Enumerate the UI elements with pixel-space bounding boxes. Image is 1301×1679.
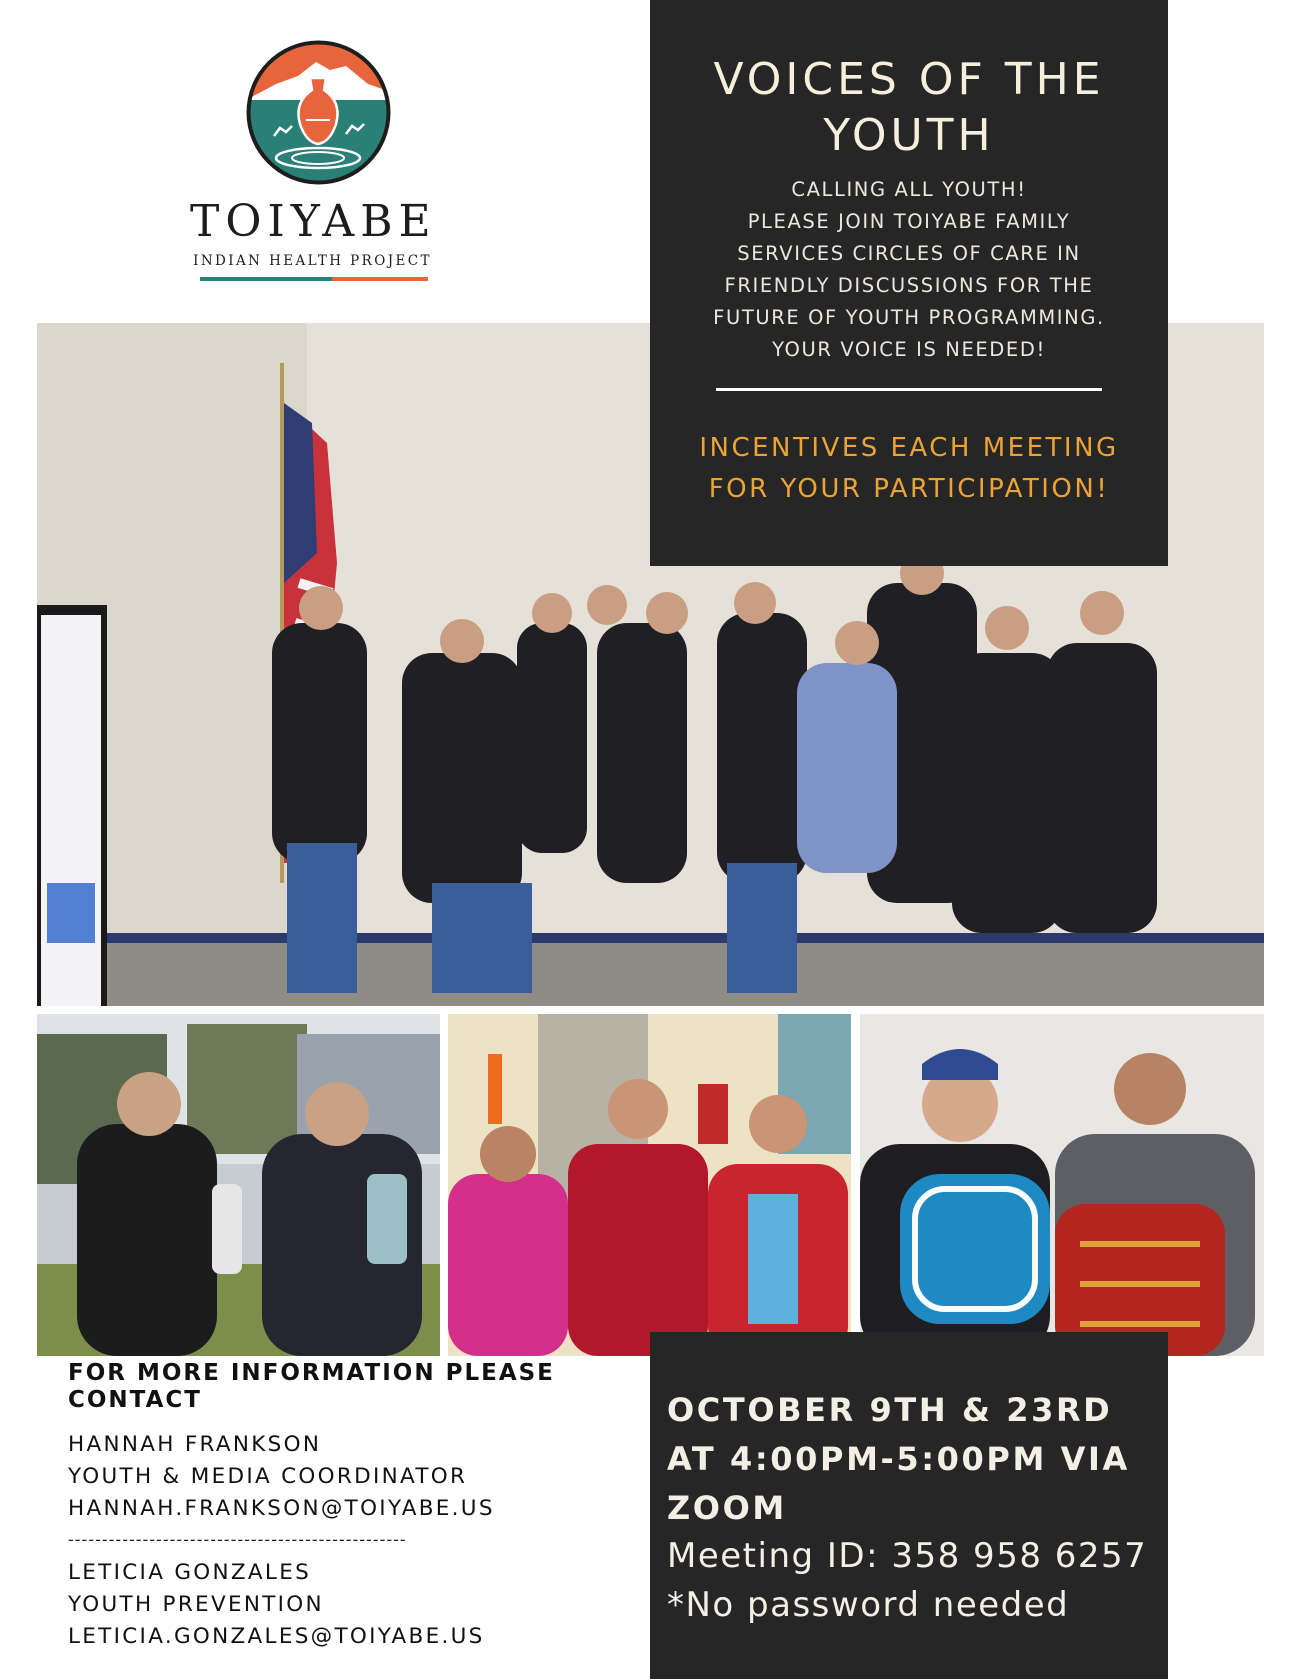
- incentive-line1: INCENTIVES EACH MEETING: [699, 433, 1119, 463]
- invitation-line: FRIENDLY DISCUSSIONS FOR THE: [724, 274, 1094, 297]
- event-details-panel: [650, 1332, 1168, 1679]
- flyer-title-line2: YOUTH: [823, 110, 995, 161]
- youth-outdoor-photo: [37, 1014, 440, 1356]
- blanket-incentives-photo: [860, 1014, 1264, 1356]
- contact-heading: [68, 1360, 628, 1414]
- incentive-line2: FOR YOUR PARTICIPATION!: [708, 474, 1110, 504]
- contact-heading-line1: FOR MORE INFORMATION PLEASE: [68, 1360, 555, 1386]
- logo-subtitle: INDIAN HEALTH PROJECT: [193, 253, 432, 269]
- invitation-line: FUTURE OF YOUTH PROGRAMMING.: [713, 306, 1105, 329]
- contact-role: YOUTH & MEDIA COORDINATOR: [68, 1464, 468, 1489]
- event-date-line3: ZOOM: [667, 1489, 787, 1527]
- flyer-title: [650, 52, 1168, 164]
- event-date-time: [667, 1386, 1162, 1533]
- logo-underline-orange: [332, 277, 428, 281]
- contact-email-link[interactable]: LETICIA.GONZALES@TOIYABE.US: [68, 1624, 485, 1649]
- panel-divider: [716, 388, 1102, 391]
- contact-heading-line2: CONTACT: [68, 1387, 202, 1413]
- contact-separator: --------------------------------------------------: [68, 1530, 407, 1549]
- contact-email-link[interactable]: HANNAH.FRANKSON@TOIYABE.US: [68, 1496, 495, 1521]
- contact-name: LETICIA GONZALES: [68, 1560, 312, 1585]
- event-intro-panel: [650, 0, 1168, 566]
- toiyabe-logo-icon: [246, 40, 391, 185]
- password-note: *No password needed: [667, 1585, 1070, 1625]
- invitation-line: CALLING ALL YOUTH!: [791, 178, 1027, 201]
- event-date-line1: OCTOBER 9TH & 23RD: [667, 1391, 1113, 1429]
- invitation-line: PLEASE JOIN TOIYABE FAMILY: [747, 210, 1071, 233]
- contact-role: YOUTH PREVENTION: [68, 1592, 324, 1617]
- invitation-line: SERVICES CIRCLES OF CARE IN: [737, 242, 1081, 265]
- flyer-title-line1: VOICES OF THE: [713, 54, 1105, 105]
- contact-name: HANNAH FRANKSON: [68, 1432, 322, 1457]
- incentive-note: [650, 428, 1168, 510]
- event-date-line2: AT 4:00PM-5:00PM VIA: [667, 1440, 1130, 1478]
- logo-underline-teal: [200, 277, 332, 281]
- logo-wordmark: TOIYABE: [190, 196, 437, 247]
- regalia-photo: [448, 1014, 851, 1356]
- meeting-id: Meeting ID: 358 958 6257: [667, 1536, 1148, 1576]
- invitation-text: [650, 174, 1168, 366]
- invitation-line: YOUR VOICE IS NEEDED!: [772, 338, 1046, 361]
